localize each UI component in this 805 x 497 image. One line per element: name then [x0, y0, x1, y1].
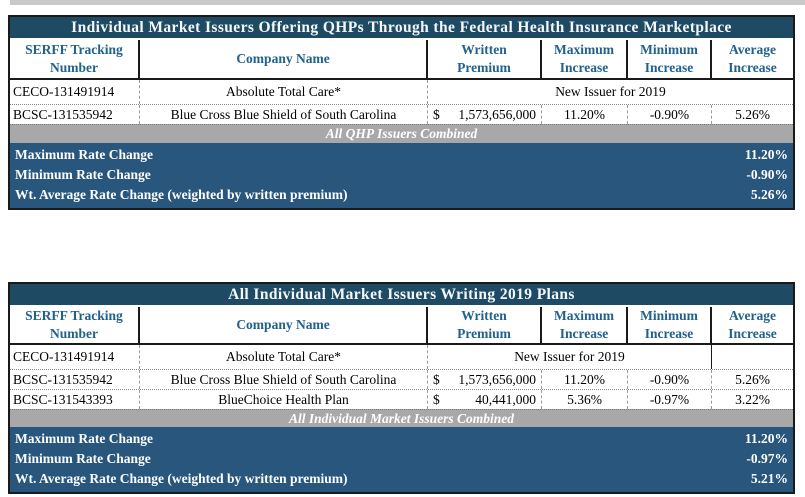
issuer-row: [10, 390, 793, 409]
new-issuer-note: New Issuer for 2019: [555, 84, 666, 99]
summary-band: [10, 427, 793, 492]
column-header-company: Company Name: [140, 40, 428, 78]
column-header-row: [10, 40, 793, 80]
issuer-row: [10, 105, 793, 124]
summary-row-wtavg: [10, 469, 793, 489]
qhp-marketplace-table: [8, 15, 795, 210]
avg-increase-cell-empty: [712, 345, 793, 369]
column-header-min-increase: Minimum Increase: [628, 40, 712, 78]
premium-amount: 40,441,000: [475, 391, 536, 407]
summary-label: Wt. Average Rate Change (weighted by written premium): [15, 187, 348, 202]
summary-label: Wt. Average Rate Change (weighted by written premium): [15, 471, 348, 486]
premium-cell: [428, 390, 542, 409]
premium-amount: 1,573,656,000: [458, 371, 536, 387]
summary-label: Maximum Rate Change: [15, 431, 153, 446]
company-cell: Absolute Total Care*: [140, 345, 428, 369]
summary-value: 5.26%: [750, 187, 788, 202]
premium-cell: [428, 370, 542, 389]
summary-label: Minimum Rate Change: [15, 451, 151, 466]
company-cell: Blue Cross Blue Shield of South Carolina: [140, 370, 428, 389]
column-header-written-premium: Written Premium: [428, 40, 542, 78]
column-header-written-premium: Written Premium: [428, 307, 542, 343]
column-header-max-increase: Maximum Increase: [542, 40, 628, 78]
table-title: All Individual Market Issuers Writing 2019 Plans: [10, 284, 793, 307]
column-header-company: Company Name: [140, 307, 428, 343]
serff-cell: CECO-131491914: [10, 80, 140, 104]
combined-band: All QHP Issuers Combined: [10, 124, 793, 143]
avg-increase-cell: 5.26%: [735, 371, 770, 387]
column-header-row: [10, 307, 793, 345]
company-cell: Absolute Total Care*: [140, 80, 428, 104]
column-header-serff: SERFF Tracking Number: [10, 40, 140, 78]
currency-symbol: $: [433, 391, 440, 407]
summary-value: 11.20%: [744, 431, 788, 446]
avg-increase-cell: 5.26%: [735, 106, 770, 122]
serff-cell: BCSC-131535942: [10, 105, 140, 124]
column-header-serff: SERFF Tracking Number: [10, 307, 140, 343]
max-increase-cell: 11.20%: [542, 370, 628, 389]
serff-cell: BCSC-131543393: [10, 390, 140, 409]
min-increase-cell: -0.90%: [628, 105, 712, 124]
max-increase-cell: 11.20%: [542, 105, 628, 124]
summary-row-max: [10, 429, 793, 449]
summary-label: Minimum Rate Change: [15, 167, 151, 182]
serff-cell: BCSC-131535942: [10, 370, 140, 389]
summary-band: [10, 143, 793, 208]
column-header-avg-increase: Average Increase: [728, 307, 777, 341]
issuer-row: [10, 80, 793, 105]
table-title: Individual Market Issuers Offering QHPs Through the Federal Health Insurance Marketplace: [10, 17, 793, 40]
avg-increase-cell: 3.22%: [735, 391, 770, 407]
summary-value: 5.21%: [750, 471, 788, 486]
min-increase-cell: -0.90%: [628, 370, 712, 389]
summary-row-wtavg: [10, 185, 793, 205]
max-increase-cell: 5.36%: [542, 390, 628, 409]
column-header-avg-increase: Average Increase: [728, 41, 777, 75]
company-cell: BlueChoice Health Plan: [140, 390, 428, 409]
summary-value: 11.20%: [744, 147, 788, 162]
issuer-row: [10, 370, 793, 390]
summary-label: Maximum Rate Change: [15, 147, 153, 162]
summary-row-max: [10, 145, 793, 165]
new-issuer-note: New Issuer for 2019: [428, 345, 712, 369]
page-top-edge: [10, 0, 805, 5]
min-increase-cell: -0.97%: [628, 390, 712, 409]
currency-symbol: $: [433, 371, 440, 387]
all-individual-market-table: [8, 282, 795, 494]
summary-value: -0.90%: [746, 167, 788, 182]
issuer-row: [10, 345, 793, 370]
premium-cell: [428, 105, 542, 124]
serff-cell: CECO-131491914: [10, 345, 140, 369]
summary-value: -0.97%: [746, 451, 788, 466]
column-header-max-increase: Maximum Increase: [542, 307, 628, 343]
company-cell: Blue Cross Blue Shield of South Carolina: [140, 105, 428, 124]
column-header-min-increase: Minimum Increase: [628, 307, 712, 343]
summary-row-min: [10, 449, 793, 469]
currency-symbol: $: [433, 106, 440, 122]
combined-band: All Individual Market Issuers Combined: [10, 409, 793, 427]
premium-amount: 1,573,656,000: [458, 106, 536, 122]
summary-row-min: [10, 165, 793, 185]
